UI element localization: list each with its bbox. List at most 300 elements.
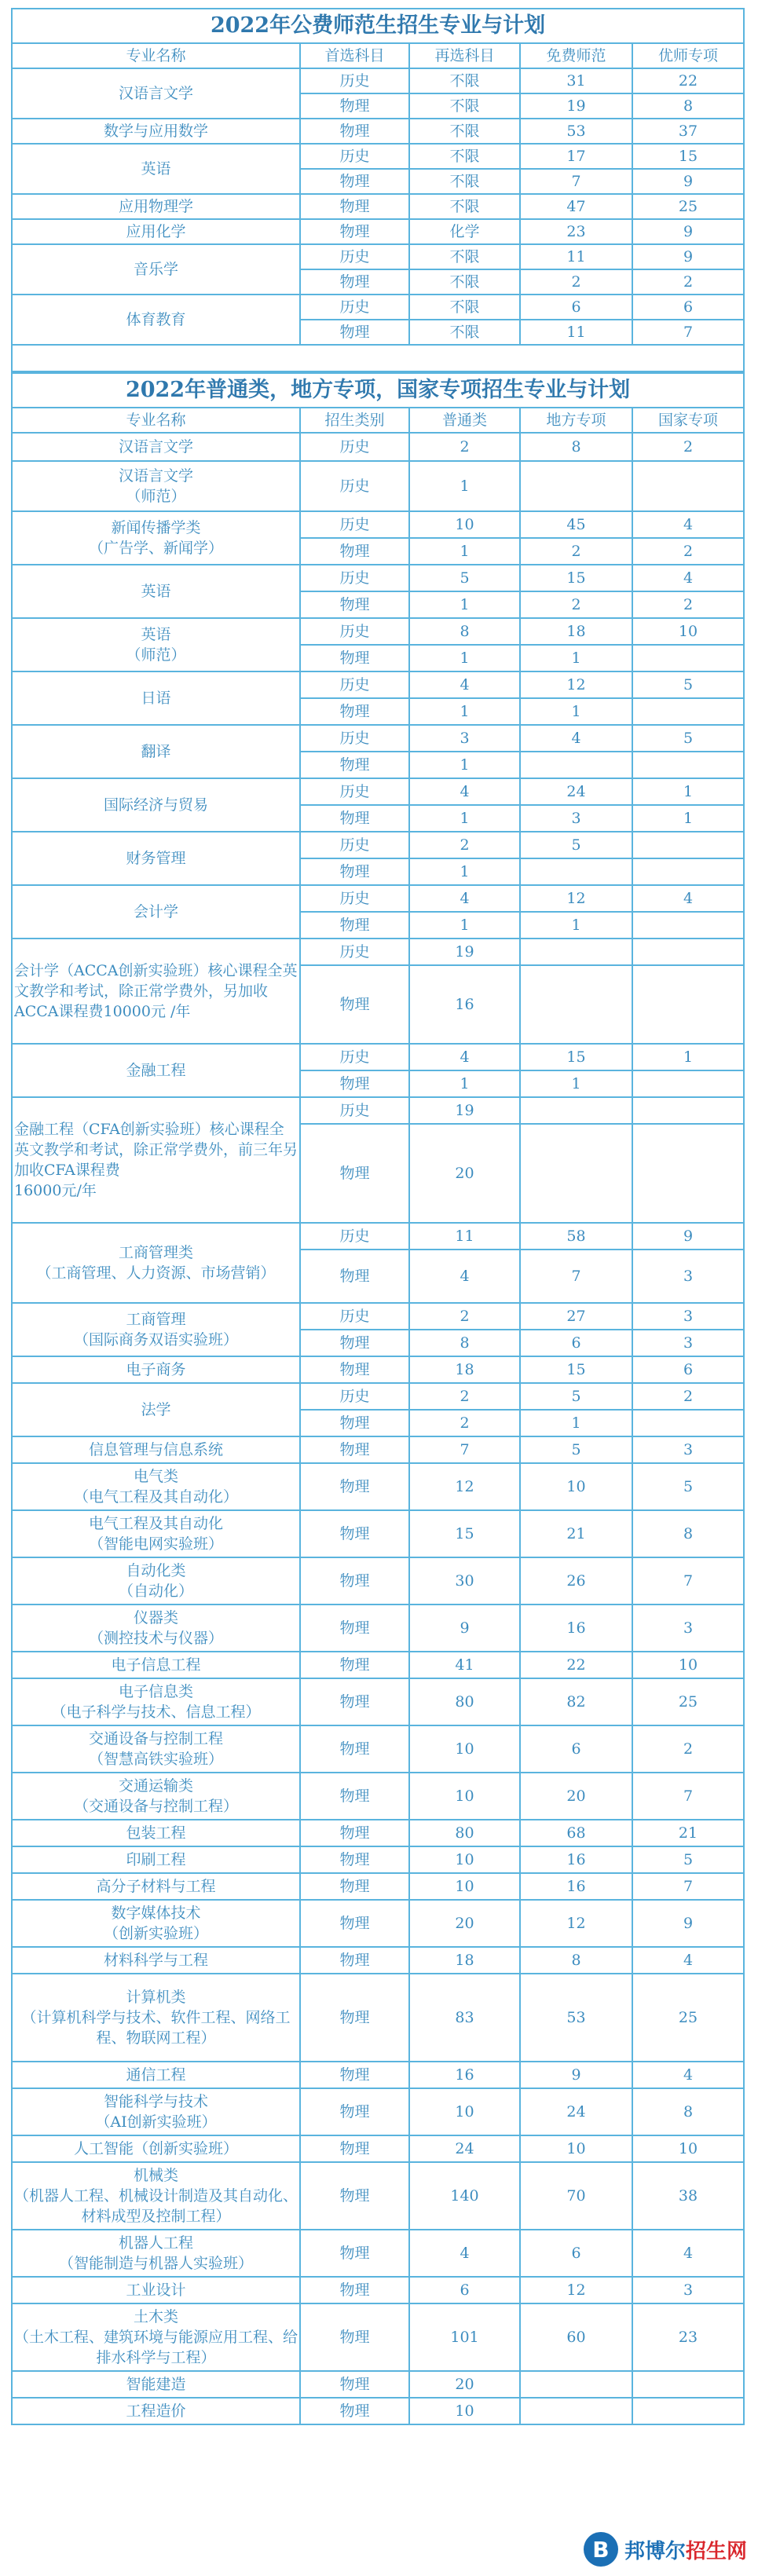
major-name-cell: 数字媒体技术 （创新实验班） bbox=[12, 1900, 300, 1947]
cell-local: 21 bbox=[520, 1510, 632, 1557]
cell-gen: 16 bbox=[409, 965, 520, 1044]
cell-free: 47 bbox=[520, 194, 632, 219]
cell-free: 6 bbox=[520, 295, 632, 320]
major-name-cell: 财务管理 bbox=[12, 832, 300, 885]
cell-local: 24 bbox=[520, 2088, 632, 2135]
cell-national bbox=[632, 1124, 744, 1223]
cell-cat: 物理 bbox=[300, 698, 409, 725]
table-row bbox=[12, 119, 744, 144]
table-row bbox=[12, 618, 744, 645]
major-name-cell: 应用化学 bbox=[12, 219, 300, 244]
table-row bbox=[12, 2277, 744, 2303]
cell-local: 10 bbox=[520, 1463, 632, 1510]
cell-gen: 1 bbox=[409, 698, 520, 725]
cell-subj: 物理 bbox=[300, 320, 409, 345]
cell-national: 2 bbox=[632, 433, 744, 461]
cell-cat: 物理 bbox=[300, 1356, 409, 1383]
cell-national: 7 bbox=[632, 1873, 744, 1900]
spacer-row bbox=[12, 345, 744, 371]
cell-free: 19 bbox=[520, 93, 632, 119]
major-name-cell: 英语 bbox=[12, 144, 300, 194]
cell-excel: 9 bbox=[632, 169, 744, 194]
table-row bbox=[12, 2162, 744, 2230]
cell-local: 24 bbox=[520, 778, 632, 805]
major-name-cell: 工程造价 bbox=[12, 2398, 300, 2424]
major-name-cell: 汉语言文学 （师范） bbox=[12, 461, 300, 511]
column-header: 再选科目 bbox=[409, 43, 520, 68]
cell-gen: 1 bbox=[409, 805, 520, 832]
cell-national: 10 bbox=[632, 1652, 744, 1678]
cell-national bbox=[632, 2398, 744, 2424]
cell-cat: 物理 bbox=[300, 1773, 409, 1820]
general-plan-table bbox=[11, 372, 745, 2425]
major-name-cell: 包装工程 bbox=[12, 1820, 300, 1846]
major-name-cell: 电子商务 bbox=[12, 1356, 300, 1383]
cell-cat: 历史 bbox=[300, 671, 409, 698]
major-name-cell: 人工智能（创新实验班） bbox=[12, 2135, 300, 2162]
cell-local: 2 bbox=[520, 538, 632, 565]
cell-local: 1 bbox=[520, 912, 632, 939]
cell-gen: 30 bbox=[409, 1557, 520, 1605]
cell-excel: 8 bbox=[632, 93, 744, 119]
table-row bbox=[12, 2398, 744, 2424]
major-name-cell: 英语 （师范） bbox=[12, 618, 300, 671]
cell-local: 26 bbox=[520, 1557, 632, 1605]
major-name-cell: 数学与应用数学 bbox=[12, 119, 300, 144]
cell-local: 22 bbox=[520, 1652, 632, 1678]
cell-re: 不限 bbox=[409, 244, 520, 269]
cell-free: 17 bbox=[520, 144, 632, 169]
major-name-cell: 金融工程 bbox=[12, 1044, 300, 1097]
cell-national bbox=[632, 698, 744, 725]
cell-gen: 1 bbox=[409, 752, 520, 778]
cell-cat: 物理 bbox=[300, 1605, 409, 1652]
cell-gen: 140 bbox=[409, 2162, 520, 2230]
table-row bbox=[12, 1900, 744, 1947]
cell-local: 20 bbox=[520, 1773, 632, 1820]
cell-cat: 物理 bbox=[300, 2277, 409, 2303]
cell-local: 5 bbox=[520, 832, 632, 858]
cell-cat: 历史 bbox=[300, 1223, 409, 1250]
cell-cat: 物理 bbox=[300, 1124, 409, 1223]
spacer-cell bbox=[12, 345, 744, 371]
cell-gen: 1 bbox=[409, 461, 520, 511]
table-row bbox=[12, 832, 744, 858]
cell-national: 23 bbox=[632, 2303, 744, 2371]
cell-cat: 物理 bbox=[300, 2135, 409, 2162]
cell-cat: 物理 bbox=[300, 1947, 409, 1974]
cell-gen: 18 bbox=[409, 1947, 520, 1974]
cell-excel: 37 bbox=[632, 119, 744, 144]
cell-free: 31 bbox=[520, 68, 632, 93]
major-name-cell: 土木类 （土木工程、建筑环境与能源应用工程、给排水科学与工程） bbox=[12, 2303, 300, 2371]
table-row bbox=[12, 1947, 744, 1974]
cell-re: 不限 bbox=[409, 119, 520, 144]
major-name-cell: 电子信息类 （电子科学与技术、信息工程） bbox=[12, 1678, 300, 1725]
cell-gen: 10 bbox=[409, 2088, 520, 2135]
cell-gen: 41 bbox=[409, 1652, 520, 1678]
table-row bbox=[12, 433, 744, 461]
table-row bbox=[12, 1303, 744, 1330]
cell-local: 1 bbox=[520, 1070, 632, 1097]
cell-re: 不限 bbox=[409, 269, 520, 295]
table-row bbox=[12, 1974, 744, 2062]
cell-gen: 15 bbox=[409, 1510, 520, 1557]
cell-gen: 10 bbox=[409, 1725, 520, 1773]
major-name-cell: 汉语言文学 bbox=[12, 433, 300, 461]
cell-gen: 1 bbox=[409, 538, 520, 565]
cell-excel: 22 bbox=[632, 68, 744, 93]
table-row bbox=[12, 671, 744, 698]
cell-national bbox=[632, 939, 744, 965]
cell-gen: 1 bbox=[409, 858, 520, 885]
cell-gen: 12 bbox=[409, 1463, 520, 1510]
cell-national: 3 bbox=[632, 1605, 744, 1652]
cell-gen: 6 bbox=[409, 2277, 520, 2303]
cell-local: 8 bbox=[520, 433, 632, 461]
cell-gen: 4 bbox=[409, 2230, 520, 2277]
table-row bbox=[12, 2135, 744, 2162]
major-name-cell: 新闻传播学类 （广告学、新闻学） bbox=[12, 511, 300, 565]
cell-cat: 物理 bbox=[300, 1557, 409, 1605]
cell-local: 4 bbox=[520, 725, 632, 752]
cell-re: 不限 bbox=[409, 194, 520, 219]
cell-subj: 历史 bbox=[300, 295, 409, 320]
cell-gen: 19 bbox=[409, 939, 520, 965]
major-name-cell: 日语 bbox=[12, 671, 300, 725]
major-name-cell: 机器人工程 （智能制造与机器人实验班） bbox=[12, 2230, 300, 2277]
cell-local: 16 bbox=[520, 1873, 632, 1900]
cell-national: 9 bbox=[632, 1900, 744, 1947]
table-row bbox=[12, 1223, 744, 1250]
cell-national bbox=[632, 1410, 744, 1436]
cell-local: 45 bbox=[520, 511, 632, 538]
major-name-cell: 机械类 （机器人工程、机械设计制造及其自动化、材料成型及控制工程） bbox=[12, 2162, 300, 2230]
cell-local bbox=[520, 2398, 632, 2424]
cell-local: 58 bbox=[520, 1223, 632, 1250]
major-name-cell: 仪器类 （测控技术与仪器） bbox=[12, 1605, 300, 1652]
major-name-cell: 工业设计 bbox=[12, 2277, 300, 2303]
cell-national bbox=[632, 858, 744, 885]
major-name-cell: 法学 bbox=[12, 1383, 300, 1436]
cell-local: 60 bbox=[520, 2303, 632, 2371]
column-header: 专业名称 bbox=[12, 43, 300, 68]
cell-gen: 1 bbox=[409, 591, 520, 618]
cell-cat: 历史 bbox=[300, 725, 409, 752]
cell-free: 11 bbox=[520, 320, 632, 345]
cell-national: 4 bbox=[632, 2230, 744, 2277]
table-row bbox=[12, 1383, 744, 1410]
cell-cat: 物理 bbox=[300, 2230, 409, 2277]
major-name-cell: 体育教育 bbox=[12, 295, 300, 345]
cell-national: 7 bbox=[632, 1773, 744, 1820]
cell-national: 3 bbox=[632, 1436, 744, 1463]
cell-gen: 4 bbox=[409, 885, 520, 912]
cell-national: 3 bbox=[632, 1303, 744, 1330]
cell-gen: 2 bbox=[409, 1383, 520, 1410]
cell-cat: 物理 bbox=[300, 1410, 409, 1436]
cell-national: 21 bbox=[632, 1820, 744, 1846]
cell-cat: 物理 bbox=[300, 1678, 409, 1725]
cell-gen: 83 bbox=[409, 1974, 520, 2062]
table-row bbox=[12, 1605, 744, 1652]
cell-gen: 10 bbox=[409, 1873, 520, 1900]
cell-national bbox=[632, 645, 744, 671]
table-row bbox=[12, 1557, 744, 1605]
cell-excel: 9 bbox=[632, 244, 744, 269]
cell-gen: 4 bbox=[409, 778, 520, 805]
major-name-cell: 翻译 bbox=[12, 725, 300, 778]
table-title-row bbox=[12, 373, 744, 408]
major-name-cell: 电子信息工程 bbox=[12, 1652, 300, 1678]
cell-national: 8 bbox=[632, 2088, 744, 2135]
table-row bbox=[12, 1820, 744, 1846]
cell-local: 12 bbox=[520, 671, 632, 698]
cell-gen: 4 bbox=[409, 671, 520, 698]
logo-text-red: 招生网 bbox=[685, 2539, 747, 2563]
cell-free: 53 bbox=[520, 119, 632, 144]
cell-cat: 物理 bbox=[300, 805, 409, 832]
cell-national bbox=[632, 752, 744, 778]
cell-local bbox=[520, 2371, 632, 2398]
column-header: 优师专项 bbox=[632, 43, 744, 68]
cell-subj: 物理 bbox=[300, 93, 409, 119]
cell-gen: 2 bbox=[409, 832, 520, 858]
cell-excel: 15 bbox=[632, 144, 744, 169]
cell-gen: 80 bbox=[409, 1678, 520, 1725]
table-header-row bbox=[12, 408, 744, 433]
cell-local: 10 bbox=[520, 2135, 632, 2162]
table-row bbox=[12, 1097, 744, 1124]
cell-cat: 物理 bbox=[300, 2398, 409, 2424]
cell-gen: 10 bbox=[409, 511, 520, 538]
table-row bbox=[12, 68, 744, 93]
table-row bbox=[12, 2371, 744, 2398]
table-row bbox=[12, 461, 744, 511]
cell-cat: 历史 bbox=[300, 1383, 409, 1410]
major-name-cell: 会计学 bbox=[12, 885, 300, 939]
cell-cat: 物理 bbox=[300, 1820, 409, 1846]
major-name-cell: 自动化类 （自动化） bbox=[12, 1557, 300, 1605]
cell-cat: 物理 bbox=[300, 1250, 409, 1303]
cell-subj: 历史 bbox=[300, 244, 409, 269]
cell-subj: 物理 bbox=[300, 119, 409, 144]
tables-container bbox=[11, 8, 743, 2425]
cell-cat: 物理 bbox=[300, 645, 409, 671]
cell-national: 2 bbox=[632, 1725, 744, 1773]
cell-cat: 历史 bbox=[300, 1097, 409, 1124]
major-name-cell: 工商管理类 （工商管理、人力资源、市场营销） bbox=[12, 1223, 300, 1303]
cell-re: 化学 bbox=[409, 219, 520, 244]
cell-local bbox=[520, 1124, 632, 1223]
cell-cat: 物理 bbox=[300, 965, 409, 1044]
cell-national: 3 bbox=[632, 2277, 744, 2303]
cell-local bbox=[520, 461, 632, 511]
cell-local bbox=[520, 752, 632, 778]
cell-cat: 物理 bbox=[300, 2062, 409, 2088]
table-row bbox=[12, 144, 744, 169]
cell-national bbox=[632, 965, 744, 1044]
cell-gen: 4 bbox=[409, 1250, 520, 1303]
cell-gen: 10 bbox=[409, 1846, 520, 1873]
cell-cat: 历史 bbox=[300, 511, 409, 538]
cell-cat: 物理 bbox=[300, 1510, 409, 1557]
table-title: 2022年普通类，地方专项，国家专项招生专业与计划 bbox=[12, 373, 744, 408]
public-teacher-plan-table bbox=[11, 8, 745, 372]
cell-national: 5 bbox=[632, 1846, 744, 1873]
cell-local: 15 bbox=[520, 1356, 632, 1383]
cell-excel: 6 bbox=[632, 295, 744, 320]
cell-local: 18 bbox=[520, 618, 632, 645]
cell-subj: 物理 bbox=[300, 169, 409, 194]
cell-gen: 8 bbox=[409, 1330, 520, 1356]
cell-cat: 历史 bbox=[300, 1044, 409, 1070]
cell-national: 3 bbox=[632, 1250, 744, 1303]
cell-gen: 2 bbox=[409, 433, 520, 461]
cell-cat: 历史 bbox=[300, 1303, 409, 1330]
cell-excel: 7 bbox=[632, 320, 744, 345]
table-row bbox=[12, 885, 744, 912]
table-row bbox=[12, 1356, 744, 1383]
cell-cat: 历史 bbox=[300, 618, 409, 645]
cell-national: 25 bbox=[632, 1678, 744, 1725]
cell-national bbox=[632, 2371, 744, 2398]
major-name-cell: 音乐学 bbox=[12, 244, 300, 295]
cell-gen: 10 bbox=[409, 1773, 520, 1820]
cell-local: 1 bbox=[520, 645, 632, 671]
cell-local: 15 bbox=[520, 565, 632, 591]
cell-local: 2 bbox=[520, 591, 632, 618]
cell-national: 7 bbox=[632, 1557, 744, 1605]
cell-local: 16 bbox=[520, 1605, 632, 1652]
cell-local: 5 bbox=[520, 1436, 632, 1463]
cell-gen: 1 bbox=[409, 912, 520, 939]
cell-excel: 2 bbox=[632, 269, 744, 295]
major-name-cell: 会计学（ACCA创新实验班）核心课程全英文教学和考试，除正常学费外，另加收ACCA课程费10000元 /年 bbox=[12, 939, 300, 1044]
cell-local: 6 bbox=[520, 1725, 632, 1773]
major-name-cell: 交通设备与控制工程 （智慧高铁实验班） bbox=[12, 1725, 300, 1773]
cell-cat: 历史 bbox=[300, 433, 409, 461]
cell-re: 不限 bbox=[409, 68, 520, 93]
major-name-cell: 英语 bbox=[12, 565, 300, 618]
cell-cat: 历史 bbox=[300, 885, 409, 912]
table-row bbox=[12, 1725, 744, 1773]
column-header: 首选科目 bbox=[300, 43, 409, 68]
cell-national: 10 bbox=[632, 2135, 744, 2162]
cell-cat: 物理 bbox=[300, 1846, 409, 1873]
cell-re: 不限 bbox=[409, 169, 520, 194]
cell-gen: 2 bbox=[409, 1410, 520, 1436]
cell-gen: 20 bbox=[409, 1900, 520, 1947]
cell-national: 4 bbox=[632, 2062, 744, 2088]
cell-gen: 11 bbox=[409, 1223, 520, 1250]
table-row bbox=[12, 778, 744, 805]
cell-gen: 80 bbox=[409, 1820, 520, 1846]
table-row bbox=[12, 1773, 744, 1820]
major-name-cell: 智能建造 bbox=[12, 2371, 300, 2398]
cell-gen: 10 bbox=[409, 2398, 520, 2424]
cell-local bbox=[520, 939, 632, 965]
cell-national: 2 bbox=[632, 1383, 744, 1410]
cell-cat: 物理 bbox=[300, 2303, 409, 2371]
cell-cat: 物理 bbox=[300, 1725, 409, 1773]
cell-free: 23 bbox=[520, 219, 632, 244]
cell-subj: 物理 bbox=[300, 269, 409, 295]
cell-local: 82 bbox=[520, 1678, 632, 1725]
table-row bbox=[12, 939, 744, 965]
cell-cat: 物理 bbox=[300, 1070, 409, 1097]
table-row bbox=[12, 2303, 744, 2371]
cell-subj: 历史 bbox=[300, 144, 409, 169]
major-name-cell: 材料科学与工程 bbox=[12, 1947, 300, 1974]
table-title: 2022年公费师范生招生专业与计划 bbox=[12, 9, 744, 43]
cell-national: 1 bbox=[632, 778, 744, 805]
table-row bbox=[12, 244, 744, 269]
table-header-row bbox=[12, 43, 744, 68]
cell-local: 12 bbox=[520, 1900, 632, 1947]
major-name-cell: 交通运输类 （交通设备与控制工程） bbox=[12, 1773, 300, 1820]
cell-cat: 物理 bbox=[300, 1463, 409, 1510]
major-name-cell: 通信工程 bbox=[12, 2062, 300, 2088]
cell-national: 9 bbox=[632, 1223, 744, 1250]
cell-local: 7 bbox=[520, 1250, 632, 1303]
cell-gen: 4 bbox=[409, 1044, 520, 1070]
cell-free: 2 bbox=[520, 269, 632, 295]
cell-gen: 18 bbox=[409, 1356, 520, 1383]
cell-re: 不限 bbox=[409, 93, 520, 119]
cell-subj: 历史 bbox=[300, 68, 409, 93]
cell-gen: 8 bbox=[409, 618, 520, 645]
cell-local: 6 bbox=[520, 2230, 632, 2277]
table-row bbox=[12, 219, 744, 244]
cell-gen: 20 bbox=[409, 2371, 520, 2398]
major-name-cell: 智能科学与技术 （AI创新实验班） bbox=[12, 2088, 300, 2135]
cell-free: 7 bbox=[520, 169, 632, 194]
column-header: 专业名称 bbox=[12, 408, 300, 433]
cell-cat: 物理 bbox=[300, 1974, 409, 2062]
cell-national bbox=[632, 1070, 744, 1097]
table-row bbox=[12, 1436, 744, 1463]
cell-cat: 物理 bbox=[300, 538, 409, 565]
cell-local: 5 bbox=[520, 1383, 632, 1410]
major-name-cell: 计算机类 （计算机科学与技术、软件工程、网络工程、物联网工程） bbox=[12, 1974, 300, 2062]
cell-excel: 9 bbox=[632, 219, 744, 244]
column-header: 国家专项 bbox=[632, 408, 744, 433]
cell-cat: 历史 bbox=[300, 461, 409, 511]
cell-gen: 20 bbox=[409, 1124, 520, 1223]
major-name-cell: 汉语言文学 bbox=[12, 68, 300, 119]
column-header: 地方专项 bbox=[520, 408, 632, 433]
cell-cat: 物理 bbox=[300, 2162, 409, 2230]
cell-cat: 物理 bbox=[300, 2371, 409, 2398]
cell-local: 12 bbox=[520, 2277, 632, 2303]
table-row bbox=[12, 2088, 744, 2135]
cell-local: 68 bbox=[520, 1820, 632, 1846]
cell-local bbox=[520, 965, 632, 1044]
cell-cat: 物理 bbox=[300, 591, 409, 618]
cell-gen: 101 bbox=[409, 2303, 520, 2371]
cell-cat: 物理 bbox=[300, 1873, 409, 1900]
cell-cat: 物理 bbox=[300, 1652, 409, 1678]
cell-gen: 7 bbox=[409, 1436, 520, 1463]
cell-national: 25 bbox=[632, 1974, 744, 2062]
cell-local: 1 bbox=[520, 1410, 632, 1436]
major-name-cell: 工商管理 （国际商务双语实验班） bbox=[12, 1303, 300, 1356]
table-row bbox=[12, 725, 744, 752]
cell-gen: 3 bbox=[409, 725, 520, 752]
table-row bbox=[12, 194, 744, 219]
cell-re: 不限 bbox=[409, 295, 520, 320]
